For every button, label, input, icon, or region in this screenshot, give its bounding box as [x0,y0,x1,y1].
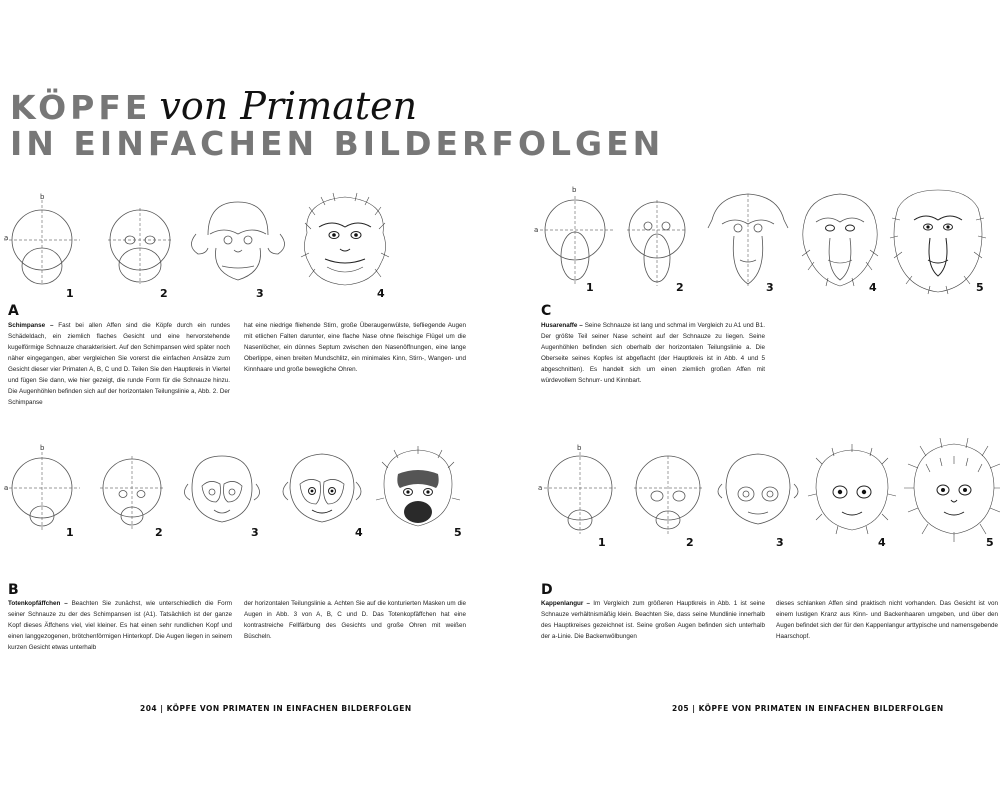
section-c-drawings [530,188,1000,303]
section-d-drawings [540,446,1000,556]
fig-c-num-2: 2 [676,281,684,294]
sketch-b4 [283,454,361,522]
fig-b-num-5: 5 [454,526,462,539]
fig-a-num-2: 2 [160,287,168,300]
sketch-a1 [4,200,80,284]
section-b-lead: Totenkopfäffchen – [8,600,68,607]
fig-d-num-1: 1 [598,536,606,549]
fig-c-num-5: 5 [976,281,984,294]
section-d-col1: Im Vergleich zum größeren Hauptkreis in Abb. 1 ist seine Schnauze verhältnismäßig klein. Beachten Sie, dass seine Mundlinie innerhalb des Hauptkreises gezeichnet ist. Seine großen Augen befinden sich unterhalb der a-Linie. Die Backenwölbungen [541,600,766,640]
section-b-letter: B [8,582,19,598]
section-d-text-col1 [541,598,765,642]
sketch-c3 [708,194,788,286]
fig-c-num-3: 3 [766,281,774,294]
section-c-text-col1 [541,320,765,386]
sketch-d3 [718,454,798,524]
fig-d-num-4: 4 [878,536,886,549]
fig-b-num-2: 2 [155,526,163,539]
axis-label-a: a [534,226,539,234]
sketch-c5 [890,190,986,294]
fig-c-num-4: 4 [869,281,877,294]
fig-b-num-4: 4 [355,526,363,539]
section-a-drawings [0,195,420,305]
section-a-text-col1 [8,320,230,408]
sketch-c2 [627,200,687,286]
section-b-text-col2: der horizontalen Teilungslinie a. Achten Sie auf die konturierten Masken um die Augen in Abb. 3 von A, B, C und D. Das Totenkopfäffchen hat eine kontrastreiche Fellfärbung des Gesichts und große Ohren mit weißen Büscheln. [244,600,466,640]
sketch-c4 [802,194,878,286]
fig-c-num-1: 1 [586,281,594,294]
footer-left: 204 | KÖPFE VON PRIMATEN IN EINFACHEN BILDERFOLGEN [140,704,412,713]
title-script: von Primaten [159,84,418,128]
axis-label-a: a [538,484,543,492]
sketch-a2 [108,208,172,284]
fig-a-num-1: 1 [66,287,74,300]
fig-d-num-3: 3 [776,536,784,549]
axis-label-b: b [40,444,45,452]
fig-d-num-2: 2 [686,536,694,549]
section-b-text-col1 [8,598,232,653]
page-title [10,84,665,163]
section-a-lead: Schimpanse – [8,322,54,329]
fig-b-num-3: 3 [251,526,259,539]
title-line1: KÖPFE [10,88,152,127]
sketch-d4 [808,444,896,534]
section-b-drawings [0,446,470,556]
footer-right: 205 | KÖPFE VON PRIMATEN IN EINFACHEN BILDERFOLGEN [672,704,944,713]
fig-a-num-4: 4 [377,287,385,300]
sketch-d2 [634,456,702,534]
axis-label-b: b [572,186,577,194]
section-d-lead: Kappenlangur – [541,600,591,607]
title-line2: IN EINFACHEN BILDERFOLGEN [10,124,665,163]
sketch-b1 [4,452,80,530]
section-b-col1: Beachten Sie zunächst, wie unterschiedlich die Form seiner Schnauze zu der des Schimpansen ist (A1). Tatsächlich ist der ganze Kopf dieses Äffchens viel, viel kleiner. Es hat einen sehr rundlichen Kopf und einen langgezogenen, brötchenförmigen Hinterkopf. Die Augen liegen in seinem kurzen Gesicht etwas unterhalb [8,600,233,651]
sketch-d5 [904,438,1000,542]
section-d-letter: D [541,582,553,598]
axis-label-a: a [4,234,9,242]
fig-d-num-5: 5 [986,536,994,549]
axis-label-b: b [40,193,45,201]
section-c-col1: Seine Schnauze ist lang und schmal im Vergleich zu A1 und B1. Der größte Teil seiner Nase scheint auf der Schnauze zu liegen. Seine Augenhöhlen befinden sich oberhalb der horizontalen Teilungslinie a. Die Oberseite seines Kopfes ist abgeflacht (der Hauptkreis ist in Abb. 4 und 5 abgeschnitten). Es handelt sich um einen ziemlich großen Affen mit würdevollem Schnurr- und Kinnbart. [541,322,765,384]
sketch-d1 [544,452,616,534]
section-c-letter: C [541,303,552,319]
sketch-b3 [184,456,259,522]
section-c-lead: Husarenaffe – [541,322,583,329]
sketch-b2 [100,456,164,530]
sketch-b5 [376,446,460,526]
section-a-text-col2: hat eine niedrige fliehende Stirn, große Überaugenwülste, tiefliegende Augen mit etlichen Falten darunter, eine flache Nase ohne fleischige Flügel um die Nasenlöcher, ein dünnes Septum zwischen den Nasenöffnungen, eine lange Oberlippe, einen breiten Mundschlitz, ein minimales Kinn, Stirn-, Wangen- und Kinnhaare und große bewegliche Ohren. [244,322,466,373]
axis-label-a: a [4,484,9,492]
sketch-a4 [301,193,389,285]
fig-a-num-3: 3 [256,287,264,300]
section-a-col1: Fast bei allen Affen sind die Köpfe durch ein rundes Schädeldach, ein ziemlich flaches Gesicht und eine hervorstehende kugelförmige Schnauze charakterisiert. Auf den Schimpansen wird später noch näher eingegangen, aber vergleichen Sie vorerst die einfachen Ansätze zum Gesicht dieser vier Primaten A, B, C und D. Teilen Sie den Hauptkreis in Viertel und fügen Sie dann, wie hier gezeigt, die runde Form für die Schnauze hinzu. Die Augenhöhlen befinden sich auf der horizontalen Teilungslinie a, Abb. 2. Der Schimpanse [8,322,230,406]
fig-b-num-1: 1 [66,526,74,539]
sketch-a3 [191,202,284,280]
section-a-letter: A [8,303,19,319]
section-d-text-col2: dieses schlanken Affen sind praktisch nicht vorhanden. Das Gesicht ist von einem lustigen Kranz aus Kinn- und Backenhaaren umgeben, und über den Augen befindet sich der für den Kappenlangur arttypische und namensgebende Haarschopf. [776,600,998,640]
axis-label-b: b [577,444,582,452]
sketch-c1 [535,196,615,286]
